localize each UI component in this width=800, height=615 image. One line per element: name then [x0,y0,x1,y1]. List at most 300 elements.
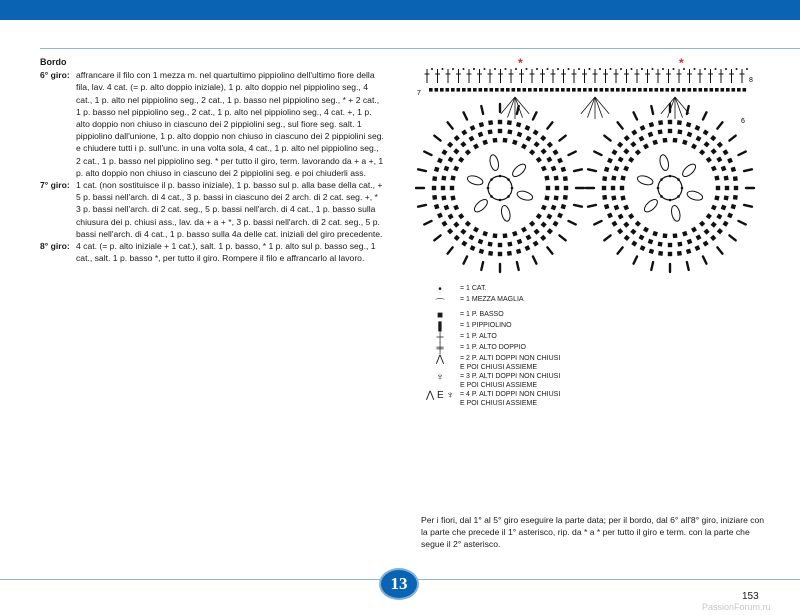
sc-stitch [668,252,672,256]
picot-stitch [517,262,519,270]
sc-stitch [551,166,557,172]
legend-item [420,343,620,354]
chain-dot [494,68,496,70]
petal-cluster [466,174,484,186]
sc-stitch [617,142,623,148]
sc-stitch [495,88,499,92]
sc-stitch [465,221,471,227]
sc-stitch [441,186,445,190]
sc-stitch [525,234,531,240]
legend-item [420,390,620,408]
sc-stitch [434,204,439,209]
picot-stitch [703,112,706,119]
sc-stitch [540,135,546,141]
picot-stitch [588,169,596,171]
cluster-stitch [675,97,683,118]
sc-stitch [557,158,563,164]
chain-dot [669,199,672,202]
chain-dot [473,68,475,70]
sc-stitch [716,213,722,219]
sc-stitch [682,140,688,146]
sc-stitch [468,136,474,142]
chain-dot [660,178,663,181]
sc-stitch [722,221,728,227]
sc-stitch [711,205,717,211]
picot-stitch [424,221,431,224]
sc-stitch [563,195,568,200]
sc-stitch [533,129,539,135]
sc-stitch [686,249,691,254]
sc-stitch [468,234,474,240]
legend-text: = 2 P. ALTI DOPPI NON CHIUSI E POI CHIUSI ASSIEME [460,355,561,371]
cluster-stitch [581,97,595,114]
picot-stitch [448,122,453,128]
sc-stitch [682,88,686,92]
repeat-note: Per i fiori, dal 1° al 5° giro eseguire la parte data; per il bordo, dal 6° all'8° giro, iniziare con la parte che precede il 1° asterisco, rip. da * a * per tutto il giro e term. con la parte che segue il 2° asterisco. [421,515,765,550]
sc-stitch [734,186,738,190]
sc-stitch [663,138,668,143]
sc-stitch [655,88,659,92]
sc-stitch [541,205,547,211]
sc-stitch [501,88,505,92]
sc-stitch [529,149,535,155]
sc-stitch [536,213,542,219]
picot-stitch [744,205,752,207]
sc-stitch [717,142,723,148]
sc-stitch [432,186,436,190]
sc-stitch [534,88,538,92]
sc-stitch [482,140,488,146]
sc-stitch [703,129,709,135]
sc-stitch [448,213,454,219]
chain-dot [715,68,717,70]
section-heading: Bordo [40,57,67,67]
sc-stitch [461,240,467,246]
sc-stitch [673,233,678,238]
sc-stitch [447,228,453,234]
sc-stitch [458,157,464,163]
symbol-legend [420,284,620,408]
sc-stitch [652,140,658,146]
chain-dot [641,68,643,70]
chain-dot [673,68,675,70]
chain-dot [490,178,493,181]
sc-stitch [473,227,479,233]
chain-dot [547,68,549,70]
picot-stitch [448,247,453,253]
sc-stitch [507,129,512,134]
round-7 [40,179,385,240]
three-treble-cluster-icon: ♆ [436,372,444,383]
picot-stitch [604,235,610,240]
sc-stitch [450,186,454,190]
sc-stitch [602,176,607,181]
picot-stitch [547,247,552,253]
sc-stitch [602,195,607,200]
treble-crochet-icon: ╪ [436,343,444,354]
edge-rows [425,68,749,119]
picot-stitch [729,136,735,141]
legend-text: = 1 P. ALTO [460,333,497,340]
sc-stitch [733,176,738,181]
sc-stitch [722,149,728,155]
legend-text: = 1 CAT. [460,285,487,292]
sc-stitch [454,135,460,141]
sc-stitch [541,222,547,228]
cluster-stitch [507,97,515,118]
sc-stitch [604,167,609,172]
picot-stitch [434,136,440,141]
picot-stitch [533,256,536,263]
four-treble-cluster-icon: ⋀ E ♆ [426,390,454,401]
sc-stitch [687,132,693,138]
picot-stitch [717,122,722,128]
sc-stitch [658,129,663,134]
sc-stitch [544,175,549,180]
sc-stitch [649,88,653,92]
sc-stitch [614,166,620,172]
sc-stitch [473,88,477,92]
sc-stitch [547,142,553,148]
sc-stitch [611,88,615,92]
sc-stitch [547,228,553,234]
sc-stitch [638,234,644,240]
sc-stitch [437,213,443,219]
sc-stitch [444,166,450,172]
sc-stitch [635,221,641,227]
chain-dot [431,68,433,70]
chain-dot [499,199,502,202]
sc-stitch [614,205,620,211]
sc-stitch [503,138,508,143]
picot-stitch [424,152,431,155]
sc-stitch [628,213,634,219]
sc-stitch [454,235,460,241]
sc-stitch [484,88,488,92]
sc-stitch [528,88,532,92]
sc-stitch [687,239,693,245]
sc-stitch [695,136,701,142]
sc-stitch [564,186,568,190]
sc-stitch [717,228,723,234]
chain-dot [704,68,706,70]
sc-stitch [458,213,464,219]
picot-stitch [559,136,565,141]
chain-dot [557,68,559,70]
sc-stitch [441,221,447,227]
picot-stitch [481,106,483,114]
sc-stitch [550,88,554,92]
sc-stitch [453,222,459,228]
sc-stitch [658,251,663,256]
sc-stitch [470,245,476,251]
sc-stitch [663,233,668,238]
picot-stitch [559,235,565,240]
picot-stitch [651,262,653,270]
sc-stitch [563,176,568,181]
sc-stitch [623,205,629,211]
chain-dot [669,175,672,178]
picot-stitch [634,256,637,263]
sc-stitch [743,88,747,92]
sc-stitch [660,88,664,92]
legend-text: = 1 P. BASSO [460,311,504,318]
chain-dot [499,175,502,178]
sc-stitch [517,239,523,245]
sc-stitch [623,148,629,154]
cluster-stitch [661,97,675,114]
sc-stitch [544,195,549,200]
chain-dot [452,68,454,70]
sc-stitch [721,88,725,92]
picot-stitch [594,152,601,155]
chain-dot [620,68,622,70]
sc-stitch [731,204,736,209]
row-label-7: 7 [417,90,421,97]
sc-stitch [704,229,710,235]
sc-stitch [620,186,624,190]
sc-stitch [605,88,609,92]
sc-stitch [602,186,606,190]
sc-stitch [699,88,703,92]
sc-stitch [611,149,617,155]
sc-stitch [545,88,549,92]
sc-stitch [630,229,636,235]
sc-stitch [498,252,502,256]
sc-stitch [640,125,646,131]
sc-stitch [521,143,527,149]
petal-cluster [680,162,697,179]
chain-dot [677,195,680,198]
sc-stitch [623,166,629,172]
sc-stitch [444,205,450,211]
sc-stitch [699,221,705,227]
sc-stitch [711,222,717,228]
chain-dot [725,68,727,70]
sc-stitch [594,88,598,92]
sc-stitch [699,149,705,155]
sc-stitch [695,125,701,131]
round-text: affrancare il filo con 1 mezza m. nel quartultimo pippiolino dell'ultimo fiore della fila, lav. 4 cat. (= p. alto doppio iniziale), 1 p. alto doppio nel pippiolino seg., 4 cat., 1 p. alto nel pippiolino seg., 2 cat., 1 p. basso nel pippiolino seg., * + 2 cat., 1 p. basso nel pippiolino seg., 2 cat., 1 p. alto nel pippiolino seg., 4 cat. +, 1 p. alto doppio non chiuso in ciascuno dei 2 pippiolini seg., sul fiore seg. salt. 1 pippiolino dall'unione, 1 p. alto doppio non chiuso in ciascuno dei 2 pippiolini seg. e chiudere tutti i p. sull'unc. in una volta sola, 4 cat., 1 p. alto nel pippiolino seg., 2 cat., 1 p. basso nel pippiolino seg. * per tutto il giro, term. lavorando da + a +, 1 p. alto doppio non chiuso in ciascuno dei 2 pippiolini seg. e poi chiuderli ass. [76,70,384,178]
sc-stitch [640,245,646,251]
cluster-stitch [501,97,515,114]
double-crochet-icon: ┼ [436,332,444,343]
sc-stitch [725,186,729,190]
sc-stitch [716,186,720,190]
sc-stitch [616,88,620,92]
picot-stitch [738,221,745,224]
chain-dot [610,68,612,70]
chain-dot [507,195,510,198]
chain-dot [505,68,507,70]
sc-stitch [643,143,649,149]
sc-stitch [525,245,531,251]
sc-stitch [704,88,708,92]
sc-stitch [512,231,518,237]
chain-dot [490,195,493,198]
sc-stitch [721,166,727,172]
sc-stitch [620,195,625,200]
sc-stitch [557,213,563,219]
sc-stitch [503,233,508,238]
petal-cluster [642,197,659,214]
sc-stitch [648,239,654,245]
sc-stitch [624,135,630,141]
watermark: PassionForum.ru [702,602,771,612]
chain-dot [652,68,654,70]
sc-stitch [732,88,736,92]
sc-stitch [488,120,493,125]
flower-motifs [416,104,754,272]
chain-dot [568,68,570,70]
petal-cluster [686,189,704,201]
cluster-stitch [587,97,595,118]
sc-stitch [673,138,678,143]
sc-stitch [618,156,624,162]
sc-stitch [551,205,557,211]
sc-stitch [517,88,521,92]
picot-stitch [464,112,467,119]
sc-stitch [688,88,692,92]
picot-stitch [729,235,735,240]
round-text: 1 cat. (non sostituisce il p. basso iniziale), 1 p. basso sul p. alla base della cat., + 5 p. bassi nell'arch. di 4 cat., 3 p. bassi in ciascuno dei 2 arch. di 2 cat. seg. +, * 3 p. bassi nell'arch. di 2 cat. seg., 5 p. bassi nell'arch. di 4 cat., 1 p. basso sulla chiusura dei p. chiusi ass., lav. da + a + *, 3 p. bassi nell'arch. di 2 cat. seg., 5 p. bassi nell'arch. di 4 cat., 1 p. basso sulla 4a delle cat. iniziali del giro precedente. [76,180,383,239]
sc-stitch [561,204,566,209]
picot-stitch [574,205,582,207]
chain-dot [599,68,601,70]
sc-stitch [561,88,565,92]
sc-stitch [482,231,488,237]
two-treble-cluster-icon: ⋀ [435,354,445,365]
round-text: 4 cat. (= p. alto iniziale + 1 cat.), salt. 1 p. basso, * 1 p. alto sul p. basso seg., 1 cat., salt. 1 p. basso *, per tutto il giro. Rompere il filo e affrancarlo al lavoro. [76,241,376,264]
sc-stitch [733,195,738,200]
sc-stitch [507,251,512,256]
sc-stitch [450,195,455,200]
sc-stitch [737,88,741,92]
sc-stitch [706,157,712,163]
sc-stitch [493,138,498,143]
sc-stitch [649,122,654,127]
sc-stitch [525,125,531,131]
sc-stitch [638,88,642,92]
sc-stitch [583,88,587,92]
legend-text: = 1 MEZZA MAGLIA [460,296,524,303]
legend-text: = 4 P. ALTI DOPPI NON CHIUSI E POI CHIUSI ASSIEME [460,391,561,407]
sc-stitch [668,129,672,133]
chain-dot [677,178,680,181]
chain-dot [694,68,696,70]
petal-cluster [510,162,527,179]
picot-stitch [481,262,483,270]
picot-icon: ❚ [435,321,445,332]
sc-stitch [546,156,552,162]
sc-stitch [448,156,454,162]
sc-stitch [460,229,466,235]
sc-stitch [488,129,493,134]
sc-stitch [541,166,547,172]
cluster-stitch [595,97,609,114]
picot-stitch [618,122,623,128]
sc-stitch [711,148,717,154]
picot-stitch [634,112,637,119]
sc-stitch [677,120,682,125]
sc-stitch [704,141,710,147]
sc-stitch [578,88,582,92]
petal-cluster [636,174,654,186]
sc-stitch [493,233,498,238]
sc-stitch [462,88,466,92]
sc-stitch [517,132,523,138]
picot-stitch [574,169,582,171]
sc-stitch [440,88,444,92]
sc-stitch [446,88,450,92]
sc-stitch [435,88,439,92]
sc-stitch [525,136,531,142]
sc-stitch [512,88,516,92]
legend-text: = 1 P. ALTO DOPPIO [460,344,526,351]
picot-stitch [588,205,596,207]
sc-stitch [554,195,559,200]
picot-stitch [594,221,601,224]
chain-dot [463,68,465,70]
sc-stitch [453,205,459,211]
sc-stitch [716,156,722,162]
sc-stitch [516,122,521,127]
sc-stitch [555,186,559,190]
sc-stitch [450,175,455,180]
sc-stitch [561,167,566,172]
sc-stitch [677,251,682,256]
picot-stitch [547,122,552,128]
sc-stitch [671,88,675,92]
sc-stitch [648,132,654,138]
sc-stitch [556,88,560,92]
sc-stitch [726,88,730,92]
sc-stitch [453,148,459,154]
sc-stitch [622,88,626,92]
picot-stitch [533,112,536,119]
sc-stitch [628,157,634,163]
sc-stitch [620,175,625,180]
sc-stitch [727,213,733,219]
picot-stitch [604,136,610,141]
sc-stitch [498,129,502,133]
sc-stitch [498,243,502,247]
header-rule [40,48,800,49]
round-label: 6° giro: [40,70,70,81]
petal-cluster [472,197,489,214]
picot-stitch [717,247,722,253]
sc-stitch [630,141,636,147]
sc-stitch [554,176,559,181]
chain-dot [631,68,633,70]
sc-stitch [432,176,437,181]
chain-dot [487,187,490,190]
picot-stitch [703,256,706,263]
sc-stitch [546,186,550,190]
sc-stitch [441,195,446,200]
legend-text: = 3 P. ALTI DOPPI NON CHIUSI E POI CHIUSI ASSIEME [460,373,561,389]
row-label-6: 6 [741,118,745,125]
sc-stitch [441,176,446,181]
chain-dot [736,68,738,70]
sc-stitch [607,213,613,219]
chain-dot [681,187,684,190]
legend-item [420,372,620,390]
sc-stitch [432,195,437,200]
chain-dot [515,68,517,70]
chain-icon: • [438,284,442,295]
sc-stitch [498,120,502,124]
